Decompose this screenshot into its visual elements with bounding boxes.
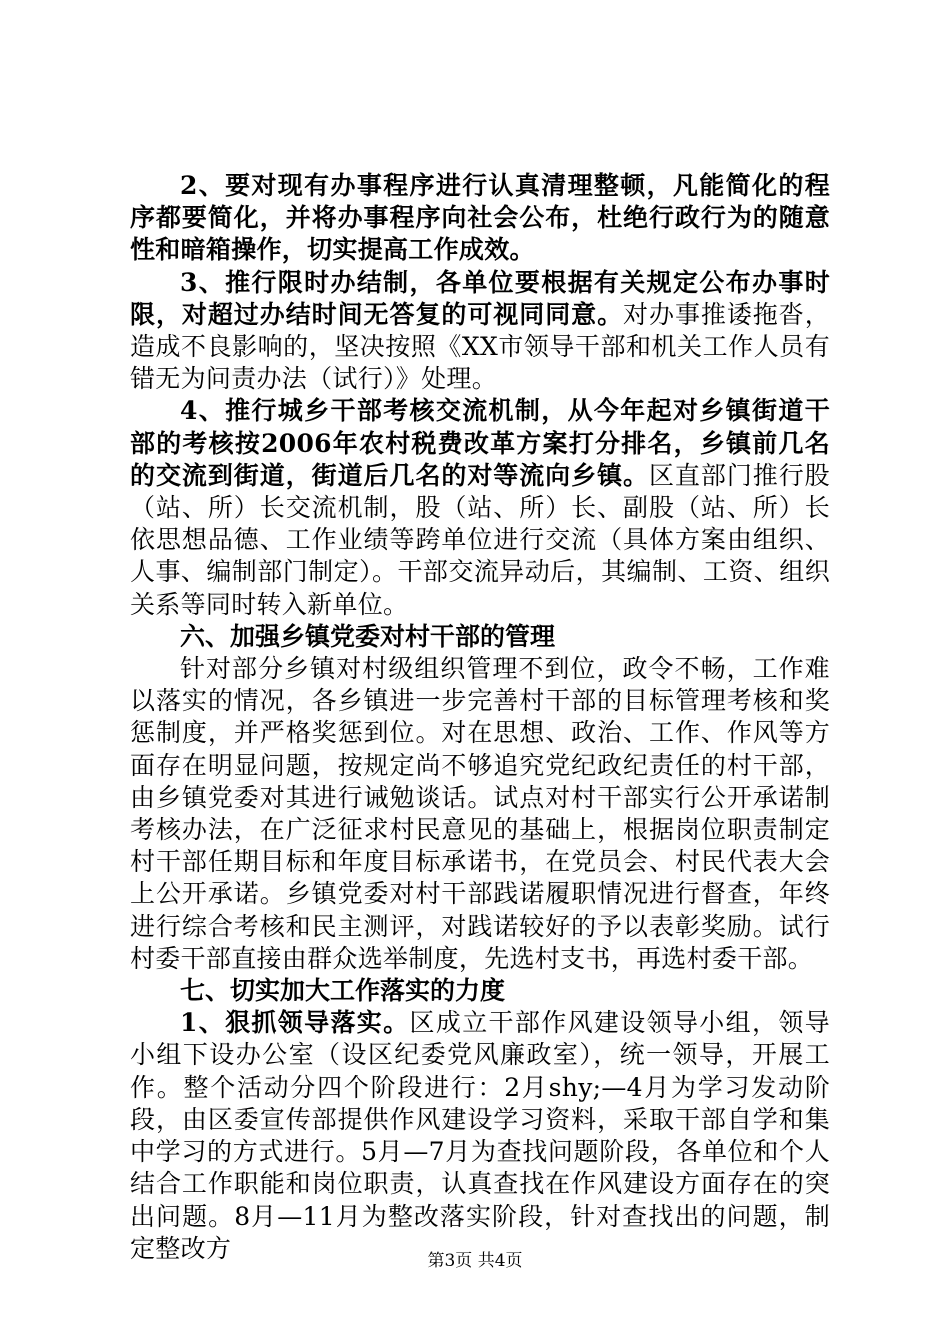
paragraph-item-4-rest: 区直部门推行股（站、所）长交流机制，股（站、所）长、副股（站、所）长依思想品德、工作业绩等跨单位进行交流（具体方案由组织、人事、编制部门制定）。干部交流异动后，其编制、工资、组织关系等同时转入新单位。 [130, 460, 830, 619]
document-body [130, 170, 830, 1265]
paragraph-village-cadres: 针对部分乡镇对村级组织管理不到位，政令不畅，工作难以落实的情况，各乡镇进一步完善村干部的目标管理考核和奖惩制度，并严格奖惩到位。对在思想、政治、工作、作风等方面存在明显问题，按规定尚不够追究党纪政纪责任的村干部，由乡镇党委对其进行诫勉谈话。试点对村干部实行公开承诺制考核办法，在广泛征求村民意见的基础上，根据岗位职责制定村干部任期目标和年度目标承诺书，在党员会、村民代表大会上公开承诺。乡镇党委对村干部践诺履职情况进行督查，年终进行综合考核和民主测评，对践诺较好的予以表彰奖励。试行村委干部直接由群众选举制度，先选村支书，再选村委干部。 [130, 654, 830, 973]
paragraph-item-3 [130, 267, 830, 396]
paragraph-item-3-rest: 对办事推诿拖沓，造成不良影响的，坚决按照《XX市领导干部和机关工作人员有错无为问责办法（试行）》处理。 [130, 299, 830, 394]
section-heading-7: 七、切实加大工作落实的力度 [180, 976, 506, 1006]
paragraph-item-2 [130, 170, 830, 267]
paragraph-leadership-rest: 区成立干部作风建设领导小组，领导小组下设办公室（设区纪委党风廉政室），统一领导，开展工作。整个活动分四个阶段进行：2月shy;—4月为学习发动阶段，由区委宣传部提供作风建设学习资料，采取干部自学和集中学习的方式进行。5月—7月为查找问题阶段，各单位和个人结合工作职能和岗位职责，认真查找在作风建设方面存在的突出问题。8月—11月为整改落实阶段，针对查找出的问题，制定整改方 [130, 1008, 830, 1263]
paragraph-leadership [130, 1007, 830, 1265]
paragraph-item-2-text: 2、要对现有办事程序进行认真清理整顿，凡能简化的程序都要简化，并将办事程序向社会公布，杜绝行政行为的随意性和暗箱操作，切实提高工作成效。 [130, 171, 830, 265]
paragraph-item-3-lead: 3、推行限时办结制，各单位要根据有关规定公布办事时限，对超过办结时间无答复的可视同同意。 [130, 267, 830, 329]
page-number-footer: 第3页 共4页 [427, 1251, 523, 1271]
paragraph-item-4-lead: 4、推行城乡干部考核交流机制，从今年起对乡镇街道干部的考核按2006年农村税费改革方案打分排名，乡镇前几名的交流到街道，街道后几名的对等流向乡镇。 [130, 396, 830, 490]
paragraph-item-4 [130, 395, 830, 620]
section-heading-6: 六、加强乡镇党委对村干部的管理 [180, 621, 556, 651]
paragraph-leadership-lead: 1、狠抓领导落实。 [180, 1008, 410, 1038]
